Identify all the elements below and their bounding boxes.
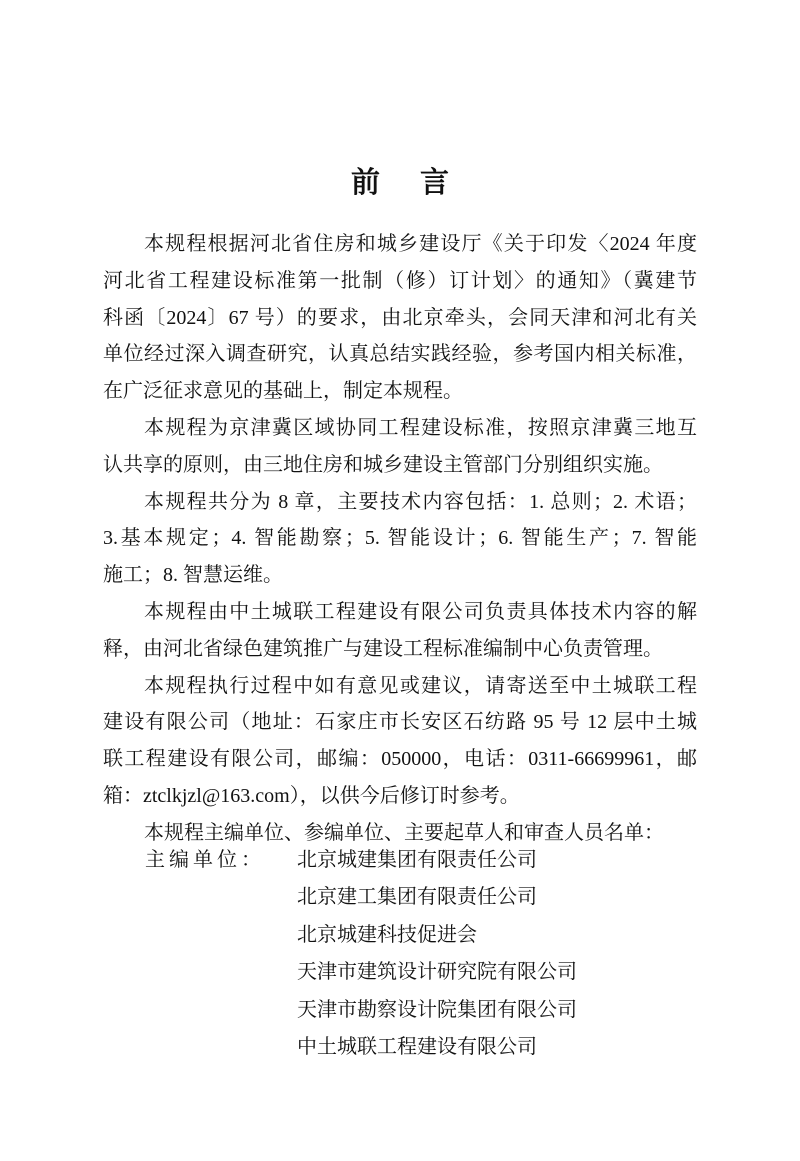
text-line: 联工程建设有限公司，邮编：050000，电话：0311-66699961，邮 (103, 748, 697, 771)
paragraph (103, 484, 697, 594)
organization-name: 中土城联工程建设有限公司 (297, 1036, 537, 1059)
paragraph (103, 594, 697, 668)
text-line: 本规程由中土城联工程建设有限公司负责具体技术内容的解 (144, 600, 697, 623)
text-line: 3.基本规定；4. 智能勘察；5. 智能设计；6. 智能生产；7. 智能 (103, 527, 697, 550)
paragraph (103, 410, 697, 484)
text-line: 单位经过深入调查研究，认真总结实践经验，参考国内相关标准， (103, 343, 697, 366)
page-title: 前言 (350, 167, 489, 199)
paragraph (103, 668, 697, 815)
text-line: 在广泛征求意见的基础上，制定本规程。 (103, 380, 463, 403)
text-line: 河北省工程建设标准第一批制（修）订计划〉的通知》（冀建节 (103, 269, 697, 292)
text-line: 本规程为京津冀区域协同工程建设标准，按照京津冀三地互 (144, 416, 697, 439)
preface-body (103, 226, 697, 852)
organization-name: 北京建工集团有限责任公司 (297, 886, 537, 909)
organization-name: 天津市建筑设计研究院有限公司 (297, 961, 577, 984)
roster-label: 主编单位： (145, 849, 265, 871)
text-line: 本规程执行过程中如有意见或建议，请寄送至中土城联工程 (144, 674, 697, 697)
paragraph (103, 226, 697, 410)
organization-name: 北京城建集团有限责任公司 (297, 849, 537, 871)
text-line: 施工；8. 智慧运维。 (103, 564, 283, 587)
roster-names (297, 842, 577, 1066)
text-line: 释，由河北省绿色建筑推广与建设工程标准编制中心负责管理。 (103, 637, 663, 660)
text-line: 箱：ztclkjzl@163.com），以供今后修订时参考。 (103, 784, 520, 807)
text-line: 建设有限公司（地址：石家庄市长安区石纺路 95 号 12 层中土城 (103, 711, 697, 734)
text-line: 本规程共分为 8 章，主要技术内容包括：1. 总则；2. 术语； (144, 490, 697, 513)
text-line: 本规程根据河北省住房和城乡建设厅《关于印发〈2024 年度 (144, 233, 697, 255)
text-line: 认共享的原则，由三地住房和城乡建设主管部门分别组织实施。 (103, 453, 663, 476)
text-line: 本规程主编单位、参编单位、主要起草人和审查人员名单： (144, 821, 664, 844)
organization-name: 北京城建科技促进会 (297, 923, 477, 946)
text-line: 科函〔2024〕67 号）的要求，由北京牵头，会同天津和河北有关 (103, 306, 697, 329)
organization-name: 天津市勘察设计院集团有限公司 (297, 998, 577, 1021)
